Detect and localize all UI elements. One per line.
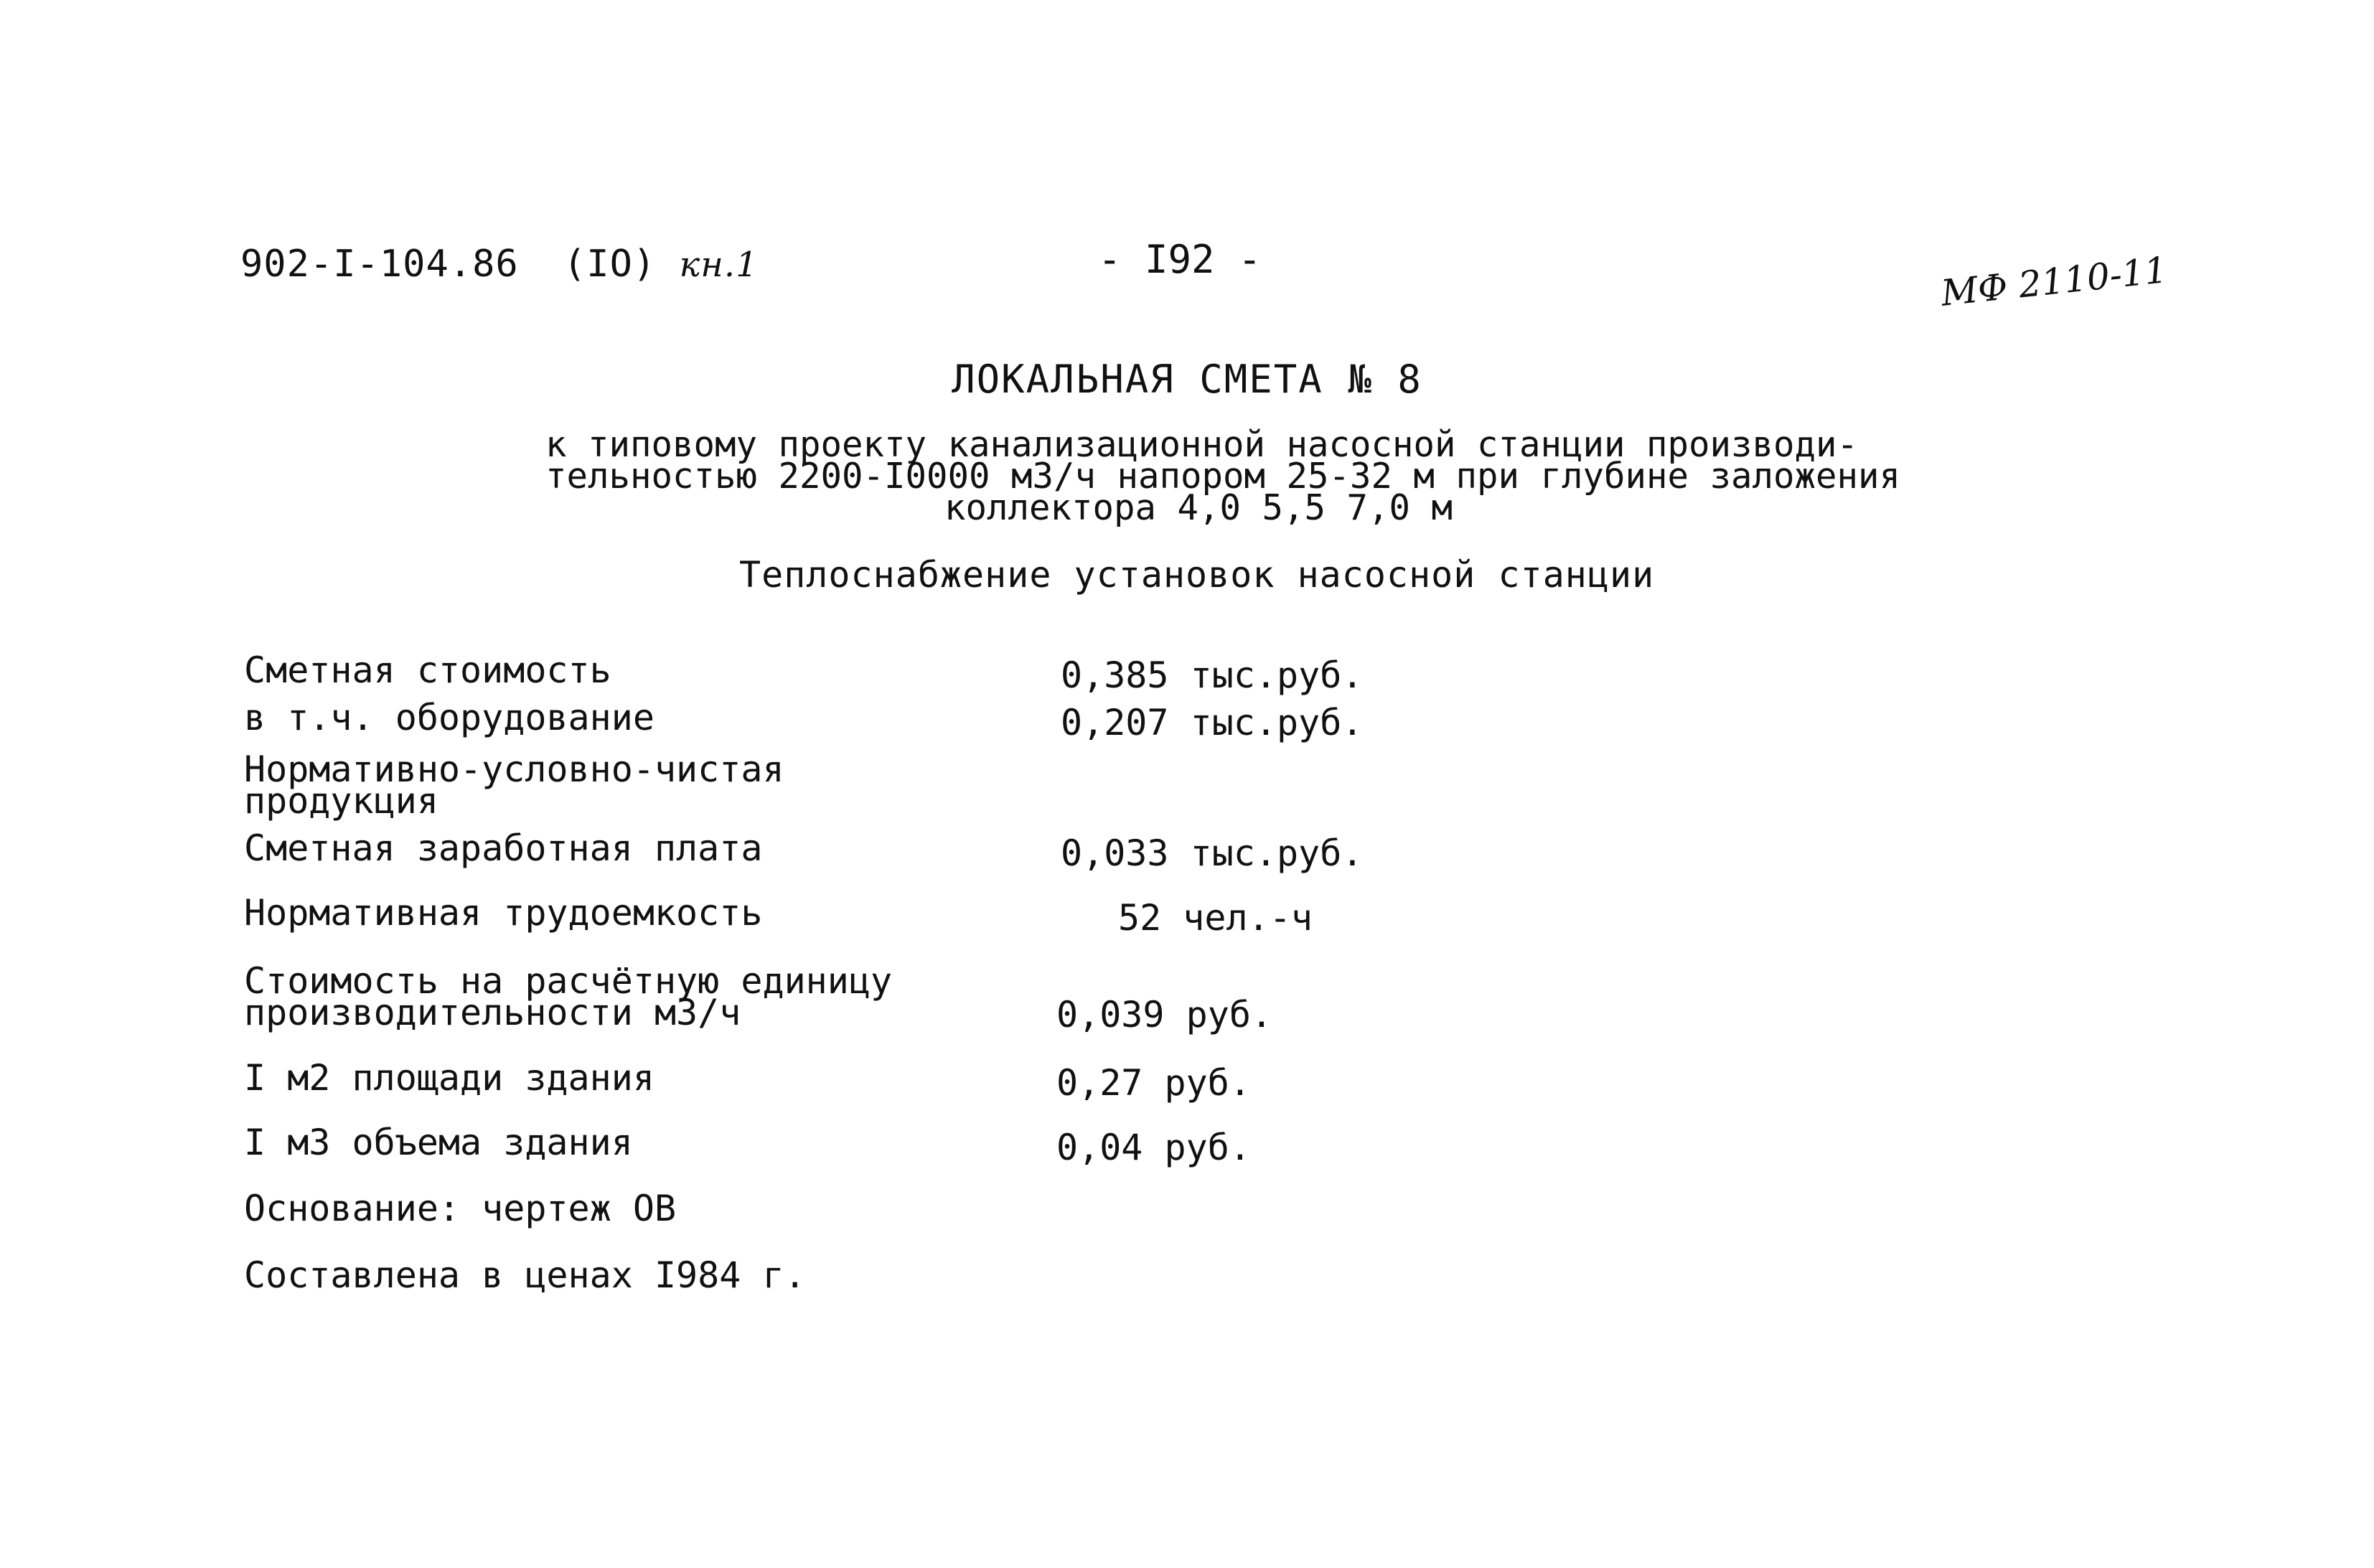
row-label-unit-cost-line-1: Стоимость на расчётную единицу [244, 960, 893, 1002]
row-basis: Основание: чертеж ОВ [244, 1188, 677, 1229]
row-label-area-cost: I м2 площади здания [244, 1057, 655, 1099]
subtitle-line-1: к типовому проекту канализационной насосной станции производи- [545, 424, 1859, 465]
subtitle-line-2: тельностью 2200-I0000 м3/ч напором 25-32 м при глубине заложения [545, 456, 1901, 497]
page-number: - I92 - [1098, 237, 1262, 282]
row-label-unit-cost [244, 960, 893, 1033]
row-label-equipment: в т.ч. оборудование [244, 697, 655, 738]
doc-code-number: 902-I-104.86 [240, 243, 519, 286]
row-value-equipment: 0,207 тыс.руб. [1061, 702, 1364, 743]
row-label-estimated-cost: Сметная стоимость [244, 649, 611, 691]
document-title: ЛОКАЛЬНАЯ СМЕТА № 8 [952, 357, 1422, 402]
row-value-unit-cost: 0,039 руб. [1056, 994, 1273, 1036]
row-value-estimated-cost: 0,385 тыс.руб. [1061, 654, 1364, 696]
row-label-unit-cost-line-2: производительности м3/ч [244, 992, 741, 1033]
row-label-labor-intensity: Нормативная трудоемкость [244, 892, 763, 934]
row-label-net-product-line-1: Нормативно-условно-чистая [244, 748, 784, 790]
section-title: Теплоснабжение установок насосной станции [739, 554, 1655, 596]
doc-code-part: (IO) [563, 243, 657, 286]
row-label-wages: Сметная заработная плата [244, 827, 763, 869]
row-value-area-cost: 0,27 руб. [1056, 1062, 1251, 1104]
doc-code-book: кн.1 [679, 245, 759, 285]
document-code [240, 243, 759, 286]
row-label-net-product [244, 748, 784, 822]
handwritten-stamp: МФ 2110-11 [1938, 249, 2169, 314]
row-label-volume-cost: I м3 объема здания [244, 1122, 633, 1163]
row-value-labor-intensity: 52 чел.-ч [1118, 897, 1313, 939]
subtitle-line-3: коллектора 4,0 5,5 7,0 м [944, 487, 1453, 528]
row-value-wages: 0,033 тыс.руб. [1061, 832, 1364, 874]
row-label-net-product-line-2: продукция [244, 780, 438, 822]
row-value-volume-cost: 0,04 руб. [1056, 1127, 1251, 1168]
document-subtitle [545, 424, 1901, 528]
row-price-year: Составлена в ценах I984 г. [244, 1254, 806, 1296]
